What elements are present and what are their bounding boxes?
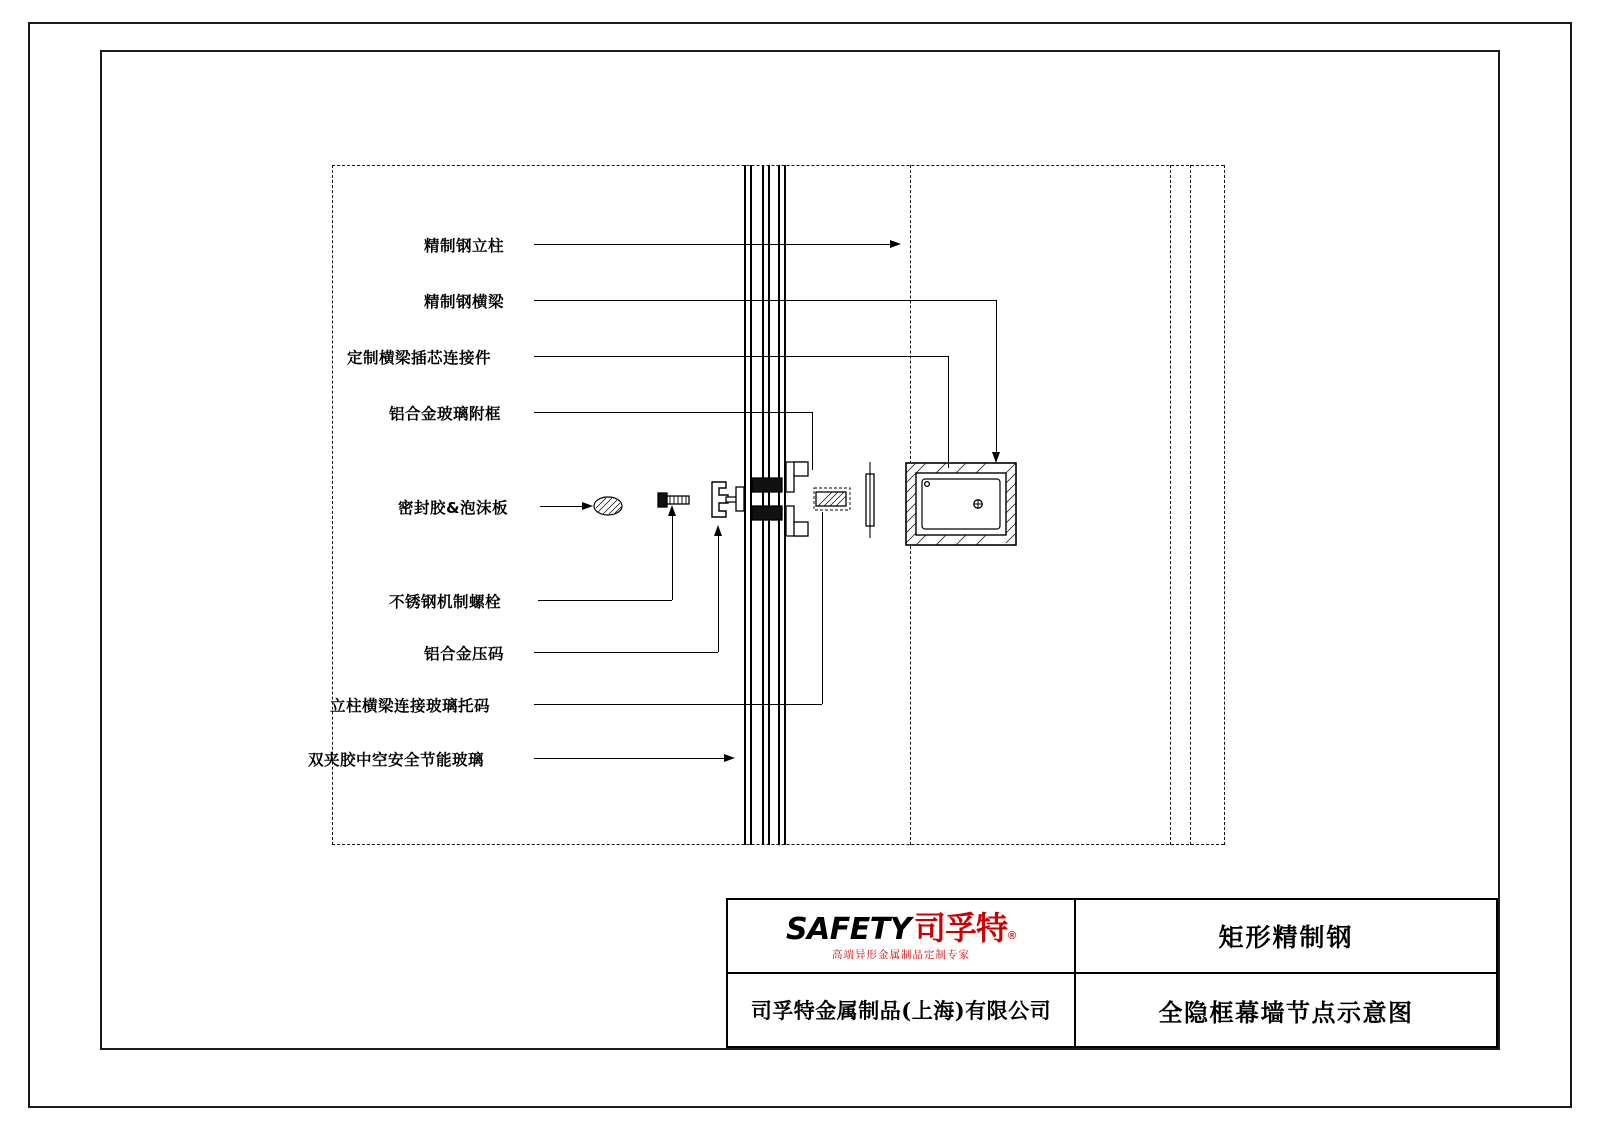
- drawing-title: 全隐框幕墙节点示意图: [1158, 997, 1414, 1027]
- leader-glass-bracket-rise: [822, 512, 823, 704]
- arrow-stainless-bolt: [668, 505, 676, 516]
- drawing-subject: 矩形精制钢: [1218, 923, 1354, 952]
- leader-steel-transom: [534, 300, 996, 301]
- brand-logo-cell: [728, 900, 1074, 974]
- leader-aluminum-glass-subframe-drop: [812, 412, 813, 470]
- label-transom-core-connector: 定制横梁插芯连接件: [347, 349, 492, 367]
- label-laminated-insulated-glass: 双夹胶中空安全节能玻璃: [308, 751, 485, 769]
- company-name-cell: [728, 974, 1074, 1046]
- label-sealant-foam-rod: 密封胶&泡沫板: [398, 499, 509, 517]
- label-aluminum-pressure-block: 铝合金压码: [424, 645, 505, 663]
- brand-name-en: SAFETY: [785, 911, 911, 947]
- brand-name-cn: 司孚特: [913, 908, 1007, 947]
- leader-transom-core-connector: [534, 356, 948, 357]
- company-name: 司孚特金属制品(上海)有限公司: [750, 998, 1052, 1023]
- brand-slogan: 高端异形金属制品定制专家: [832, 948, 970, 961]
- registered-trademark-icon: ®: [1007, 929, 1017, 942]
- leader-laminated-glass: [534, 758, 728, 759]
- label-mullion-transom-glass-bracket: 立柱横梁连接玻璃托码: [330, 697, 491, 715]
- label-aluminum-glass-subframe: 铝合金玻璃附框: [389, 405, 502, 423]
- leader-aluminum-pressure-block-rise: [718, 532, 719, 652]
- arrow-sealant-foam: [582, 502, 593, 510]
- drawing-subject-cell: [1076, 900, 1496, 974]
- label-stainless-machine-bolt: 不锈钢机制螺栓: [389, 593, 502, 611]
- leader-glass-bracket: [534, 704, 822, 705]
- title-block: [726, 898, 1498, 1048]
- brand-logo: [785, 908, 1017, 961]
- label-steel-mullion: 精制钢立柱: [424, 237, 505, 255]
- leader-steel-mullion: [534, 244, 894, 245]
- label-steel-transom: 精制钢横梁: [424, 293, 505, 311]
- arrow-steel-mullion: [890, 240, 901, 248]
- leader-sealant-foam: [540, 506, 586, 507]
- leader-transom-core-connector-drop: [948, 356, 949, 468]
- brand-logo-row: [785, 908, 1017, 947]
- leader-stainless-bolt-rise: [672, 512, 673, 600]
- drawing-title-cell: [1076, 974, 1496, 1046]
- sealant-foam-icon: [594, 497, 622, 515]
- arrow-aluminum-pressure-block: [714, 525, 722, 536]
- title-block-left-column: [728, 900, 1076, 1046]
- arrow-laminated-glass: [724, 754, 735, 762]
- leader-stainless-bolt: [538, 600, 672, 601]
- title-block-right-column: [1076, 900, 1496, 1046]
- leader-steel-transom-drop: [996, 300, 997, 460]
- leader-aluminum-pressure-block: [534, 652, 718, 653]
- leader-aluminum-glass-subframe: [534, 412, 812, 413]
- arrow-steel-transom: [992, 452, 1000, 463]
